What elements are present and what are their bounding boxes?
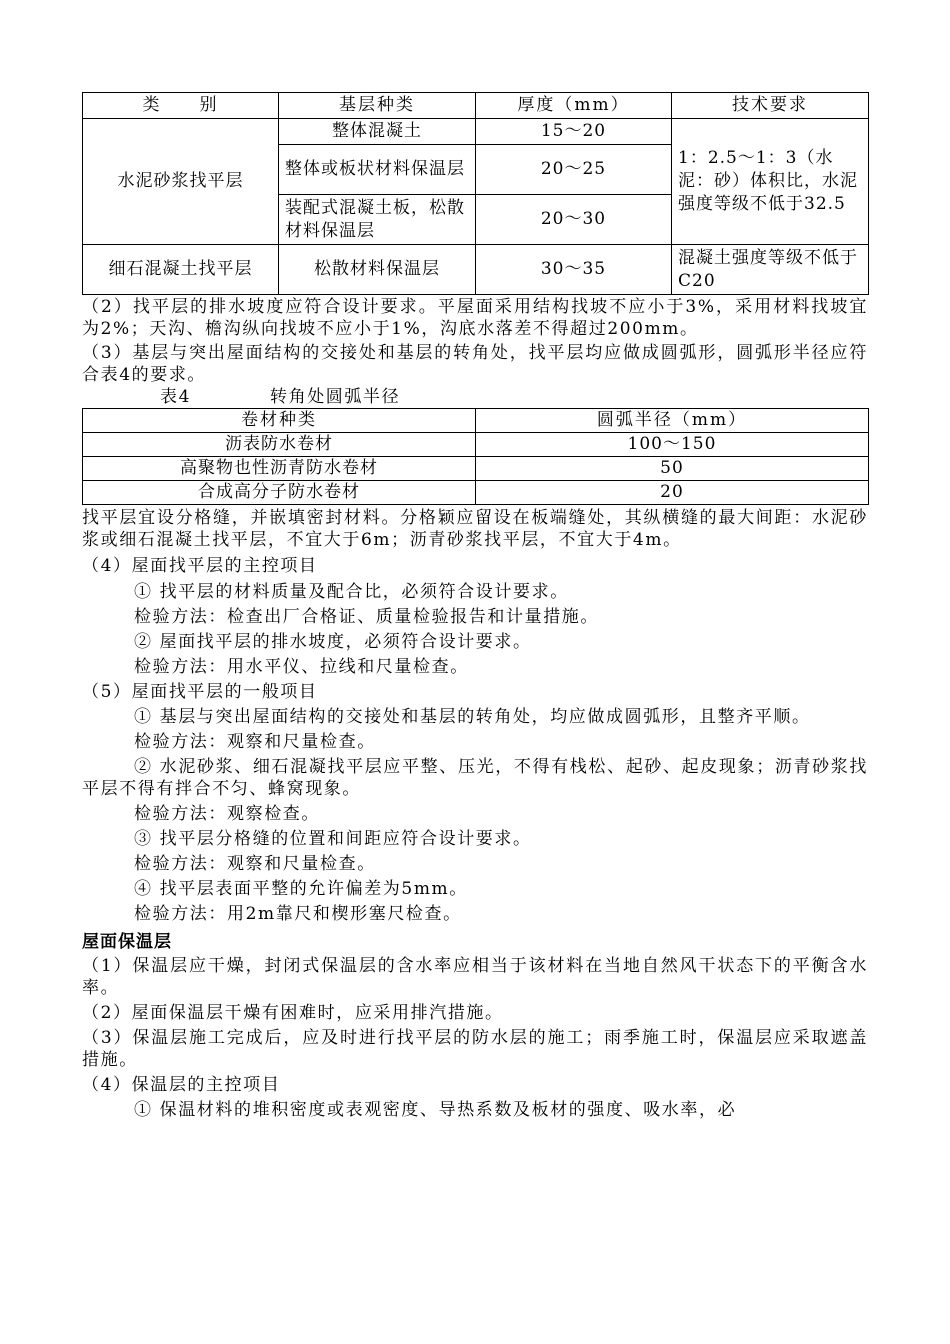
paragraph-joints: 找平层宜设分格缝，并嵌填密封材料。分格颖应留设在板端缝处，其纵横缝的最大间距：水泥砂浆或细石混凝土找平层，不宜大于6m；沥青砂浆找平层，不宜大于4m。: [82, 508, 868, 550]
header-category: 类 别: [83, 93, 279, 119]
cell-membrane: 合成高分子防水卷材: [83, 481, 476, 505]
insulation-item-2: （2）屋面保温层干燥有困难时，应采用排汽措施。: [82, 1003, 504, 1023]
insulation-control-title: （4）保温层的主控项目: [82, 1075, 281, 1095]
cell-radius: 20: [476, 481, 869, 505]
main-control-item-1: ① 找平层的材料质量及配合比，必须符合设计要求。: [134, 582, 569, 602]
cell-base: 整体混凝土: [279, 119, 476, 145]
paragraph-slope: （2）找平层的排水坡度应符合设计要求。平屋面采用结构找坡不应小于3%，采用材料找坡宜为2%；天沟、檐沟纵向找坡不应小于1%，沟底水落差不得超过200mm。: [82, 297, 868, 339]
cell-thickness: 15～20: [476, 119, 672, 145]
arc-radius-table: [82, 408, 869, 505]
header-base-type: 基层种类: [279, 93, 476, 119]
check-method: 检验方法：用水平仪、拉线和尺量检查。: [134, 657, 469, 677]
cell-requirement: 混凝土强度等级不低于C20: [672, 245, 869, 295]
table-header-row: [83, 409, 869, 433]
cell-radius: 50: [476, 457, 869, 481]
cell-membrane: 沥表防水卷材: [83, 433, 476, 457]
cell-base: 整体或板状材料保温层: [279, 145, 476, 195]
cell-thickness: 30～35: [476, 245, 672, 295]
table-row: [83, 457, 869, 481]
table-header-row: [83, 93, 869, 119]
cell-membrane: 高聚物也性沥青防水卷材: [83, 457, 476, 481]
insulation-item-3: （3）保温层施工完成后，应及时进行找平层的防水层的施工；雨季施工时，保温层应采取遮盖措施。: [82, 1028, 868, 1070]
cell-requirement: 1：2.5～1：3（水泥：砂）体积比，水泥强度等级不低于32.5: [672, 119, 869, 245]
cell-category: 细石混凝土找平层: [83, 245, 279, 295]
table4-number: 表4: [160, 387, 192, 407]
cell-thickness: 20～25: [476, 145, 672, 195]
table-row: [83, 119, 869, 145]
section-heading: 屋面保温层: [82, 932, 172, 952]
table-row: [83, 433, 869, 457]
main-control-item-2: ② 屋面找平层的排水坡度，必须符合设计要求。: [134, 632, 532, 652]
header-thickness: 厚度（mm）: [476, 93, 672, 119]
general-item-3: ③ 找平层分格缝的位置和间距应符合设计要求。: [134, 829, 532, 849]
header-requirement: 技术要求: [672, 93, 869, 119]
general-item-2: ② 水泥砂浆、细石混凝找平层应平整、压光，不得有栈松、起砂、起皮现象；沥青砂浆找平层不得有拌合不匀、蜂窝现象。: [82, 757, 868, 799]
paragraph-arc: （3）基层与突出屋面结构的交接处和基层的转角处，找平层均应做成圆弧形，圆弧形半径应符合表4的要求。: [82, 343, 868, 385]
check-method: 检验方法：观察检查。: [134, 804, 320, 824]
cell-base: 装配式混凝土板，松散材料保温层: [279, 195, 476, 245]
leveling-layer-table: [82, 92, 869, 295]
cell-base: 松散材料保温层: [279, 245, 476, 295]
check-method: 检验方法：检查出厂合格证、质量检验报告和计量措施。: [134, 607, 599, 627]
header-arc-radius: 圆弧半径（mm）: [476, 409, 869, 433]
check-method: 检验方法：用2m靠尺和楔形塞尺检查。: [134, 904, 462, 924]
insulation-item-1: （1）保温层应干燥，封闭式保温层的含水率应相当于该材料在当地自然风干状态下的平衡含水率。: [82, 956, 868, 998]
general-item-1: ① 基层与突出屋面结构的交接处和基层的转角处，均应做成圆弧形，且整齐平顺。: [134, 707, 811, 727]
main-control-title: （4）屋面找平层的主控项目: [82, 556, 318, 576]
document-page: [82, 92, 868, 1121]
general-items-title: （5）屋面找平层的一般项目: [82, 682, 318, 702]
general-item-4: ④ 找平层表面平整的允许偏差为5mm。: [134, 879, 468, 899]
table4-caption: [82, 386, 868, 408]
cell-radius: 100～150: [476, 433, 869, 457]
header-membrane-type: 卷材种类: [83, 409, 476, 433]
table4-title: 转角处圆弧半径: [270, 387, 401, 407]
check-method: 检验方法：观察和尺量检查。: [134, 732, 376, 752]
cell-thickness: 20～30: [476, 195, 672, 245]
check-method: 检验方法：观察和尺量检查。: [134, 854, 376, 874]
table-row: [83, 481, 869, 505]
table-row: [83, 245, 869, 295]
insulation-control-item-1: ① 保温材料的堆积密度或表观密度、导热系数及板材的强度、吸水率，必: [134, 1100, 737, 1120]
cell-category: 水泥砂浆找平层: [83, 119, 279, 245]
